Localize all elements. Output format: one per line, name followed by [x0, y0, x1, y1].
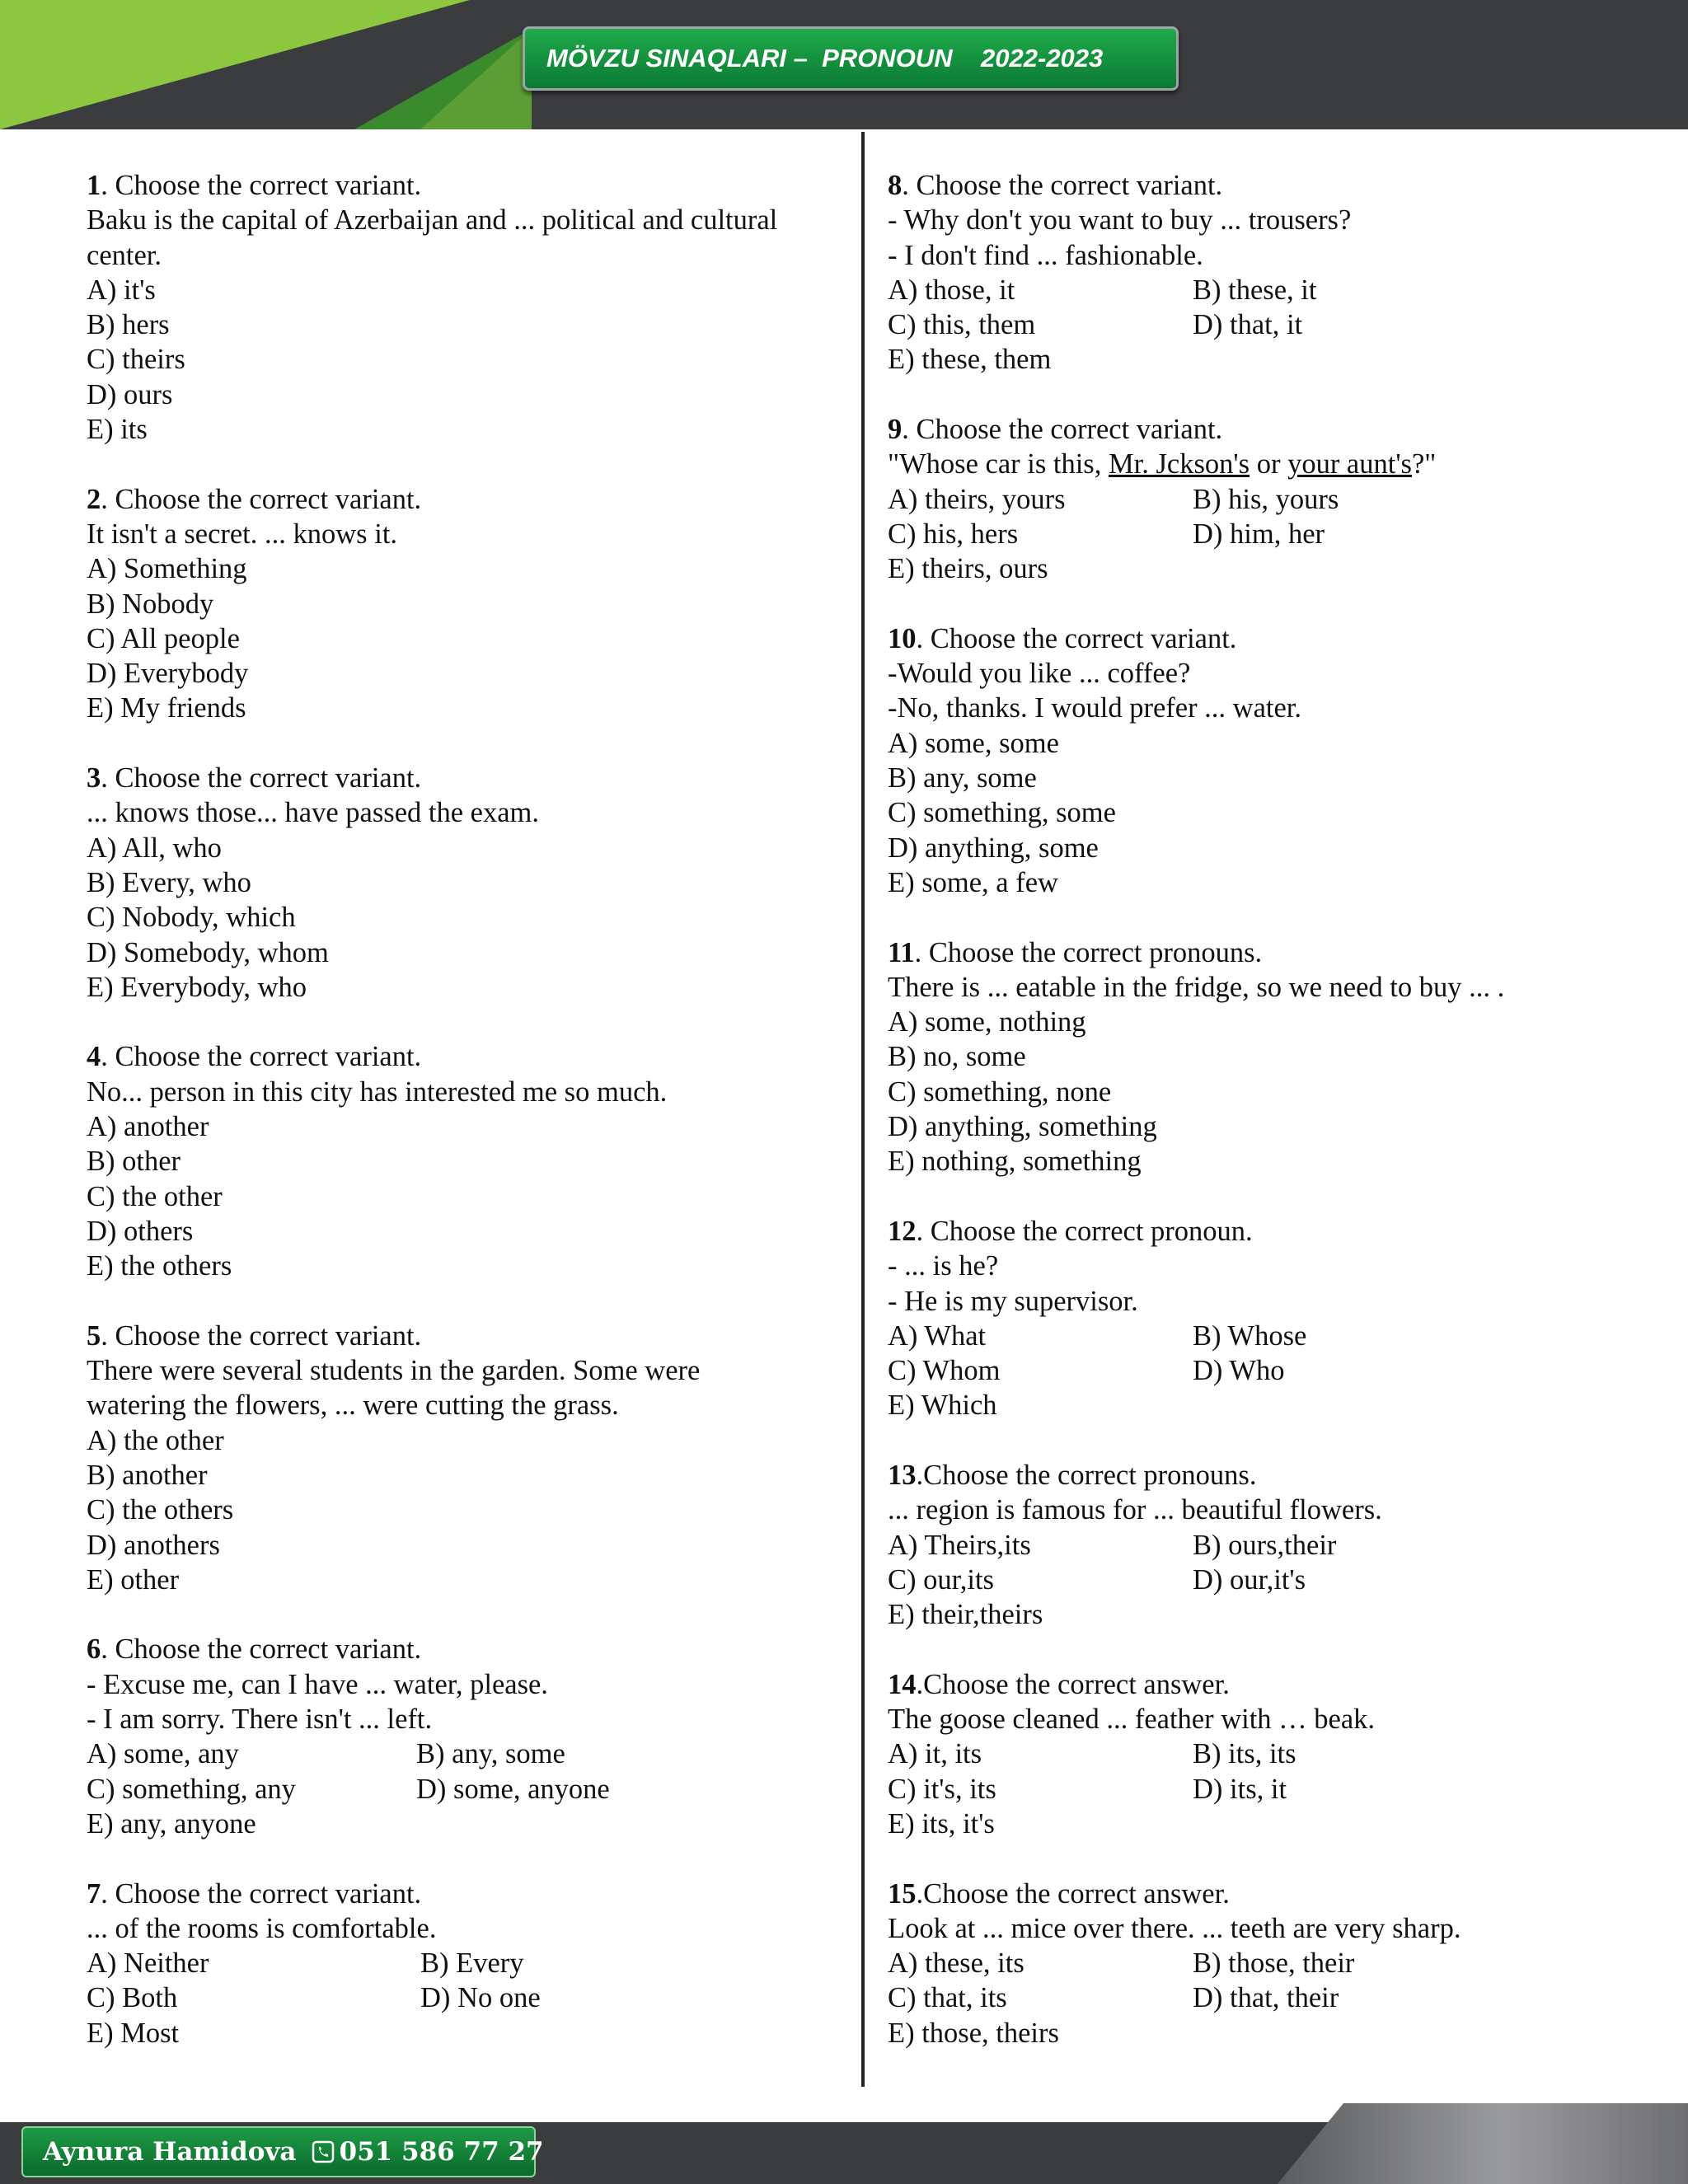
question-text: There were several students in the garden. Some were	[87, 1355, 701, 1387]
answer-option: D) that, it	[1193, 309, 1303, 341]
question-heading	[87, 482, 845, 517]
answer-option: B) its, its	[1193, 1738, 1296, 1770]
question-text: - Excuse me, can I have ... water, please.	[87, 1668, 548, 1700]
question-heading	[888, 621, 1662, 656]
question-number: 7	[87, 1877, 101, 1910]
answer-option: B) ours,their	[1193, 1529, 1337, 1561]
answer-option: C) his, hers	[888, 518, 1019, 550]
question-prompt: . Choose the correct variant.	[101, 1877, 422, 1910]
answer-row	[888, 1980, 1662, 2015]
question-block	[87, 168, 845, 447]
answer-row	[87, 1980, 845, 2015]
question-heading	[888, 1458, 1662, 1493]
question-text: Baku is the capital of Azerbaijan and ... political and cultural	[87, 204, 778, 237]
question-prompt: . Choose the correct pronouns.	[914, 936, 1263, 968]
answer-option: B) hers	[87, 309, 170, 341]
answer-option: E) some, a few	[888, 866, 1058, 898]
question-block	[87, 1632, 845, 1841]
question-heading	[87, 168, 845, 203]
answer-option: B) Nobody	[87, 588, 214, 620]
answer-option: A) those, it	[888, 274, 1015, 306]
question-block	[87, 1877, 845, 2050]
answer-option: C) something, none	[888, 1076, 1112, 1108]
question-prompt: . Choose the correct variant.	[101, 762, 422, 794]
answer-option: E) their,theirs	[888, 1599, 1043, 1631]
answer-option: C) it's, its	[888, 1773, 996, 1805]
answer-option: E) Most	[87, 2017, 180, 2049]
answer-option: A) some, any	[87, 1738, 239, 1770]
question-heading	[87, 1319, 845, 1353]
answer-row	[888, 1528, 1662, 1563]
whatsapp-icon	[312, 2140, 335, 2163]
answer-option: C) something, any	[87, 1773, 296, 1805]
question-prompt: . Choose the correct variant.	[101, 1319, 422, 1352]
answer-option: E) those, theirs	[888, 2017, 1059, 2049]
question-block	[888, 935, 1662, 1179]
question-number: 12	[888, 1215, 917, 1247]
question-number: 4	[87, 1041, 101, 1073]
answer-option: D) that, their	[1193, 1982, 1339, 2014]
answer-row	[888, 1353, 1662, 1388]
question-block	[87, 1319, 845, 1597]
question-block	[888, 1667, 1662, 1841]
answer-option: D) others	[87, 1215, 194, 1247]
question-prompt: .Choose the correct pronouns.	[916, 1459, 1257, 1491]
answer-option: A) some, some	[888, 727, 1059, 759]
question-text: ... region is famous for ... beautiful flowers.	[888, 1494, 1382, 1526]
question-heading	[87, 1039, 845, 1074]
question-heading	[87, 1632, 845, 1666]
answer-option: A) the other	[87, 1424, 224, 1456]
question-prompt: .Choose the correct answer.	[916, 1668, 1230, 1700]
question-text: There is ... eatable in the fridge, so we need to buy ... .	[888, 971, 1505, 1003]
question-text: No... person in this city has interested me so much.	[87, 1076, 668, 1108]
answer-option: B) any, some	[888, 762, 1037, 794]
question-text: -Would you like ... coffee?	[888, 658, 1191, 690]
answer-option: D) anothers	[87, 1529, 220, 1561]
answer-option: C) Nobody, which	[87, 902, 296, 934]
answer-option: D) some, anyone	[416, 1773, 610, 1805]
answer-option: D) ours	[87, 378, 173, 410]
answer-option: A) Something	[87, 553, 247, 585]
answer-option: A) it's	[87, 274, 156, 306]
answer-option: C) that, its	[888, 1982, 1007, 2014]
answer-option: D) Somebody, whom	[87, 936, 329, 968]
footer-grey-accent	[1278, 2103, 1688, 2184]
question-block	[888, 1458, 1662, 1632]
question-text: It isn't a secret. ... knows it.	[87, 518, 398, 550]
question-prompt: . Choose the correct variant.	[902, 170, 1223, 201]
question-number: 13	[888, 1459, 917, 1491]
question-block	[888, 168, 1662, 377]
question-text: - He is my supervisor.	[888, 1285, 1138, 1317]
answer-option: E) the others	[87, 1250, 232, 1282]
answer-row	[888, 482, 1662, 517]
answer-row	[888, 517, 1662, 551]
answer-option: A) Neither	[87, 1947, 209, 1980]
question-number: 11	[888, 936, 915, 968]
answer-option: D) Who	[1193, 1355, 1285, 1387]
answer-option: D) anything, some	[888, 832, 1099, 864]
question-prompt: . Choose the correct variant.	[916, 622, 1237, 654]
phone-number: 051 586 77 27	[339, 2137, 544, 2167]
text-segment: or	[1250, 448, 1288, 480]
answer-option: D) Everybody	[87, 658, 249, 690]
question-heading	[888, 412, 1662, 447]
question-text: watering the flowers, ... were cutting the grass.	[87, 1390, 619, 1422]
question-block	[87, 482, 845, 726]
answer-option: A) another	[87, 1111, 209, 1143]
question-heading	[87, 1877, 845, 1911]
answer-option: D) anything, something	[888, 1111, 1157, 1143]
answer-option: E) theirs, ours	[888, 553, 1048, 585]
answer-option: A) theirs, yours	[888, 483, 1066, 515]
question-block	[888, 1877, 1662, 2050]
author-name: Aynura Hamidova	[43, 2137, 297, 2167]
answer-option: E) any, anyone	[87, 1807, 256, 1840]
column-divider	[861, 132, 865, 2087]
answer-option: A) Theirs,its	[888, 1529, 1031, 1561]
answer-row	[888, 1563, 1662, 1597]
question-prompt: . Choose the correct pronoun.	[916, 1215, 1253, 1247]
question-number: 6	[87, 1633, 101, 1666]
question-prompt: . Choose the correct variant.	[101, 1633, 422, 1666]
answer-option: B) those, their	[1193, 1947, 1355, 1980]
question-text: ... of the rooms is comfortable.	[87, 1912, 437, 1944]
answer-option: E) My friends	[87, 692, 246, 724]
question-heading	[888, 168, 1662, 203]
question-number: 1	[87, 170, 101, 201]
answer-option: A) it, its	[888, 1738, 982, 1770]
question-block	[888, 1214, 1662, 1423]
answer-option: B) no, some	[888, 1041, 1026, 1073]
underlined-text: Mr. Jckson's	[1108, 448, 1250, 480]
footer-contact-badge	[21, 2126, 544, 2177]
answer-option: B) Whose	[1193, 1319, 1307, 1352]
answer-option: B) another	[87, 1459, 208, 1491]
answer-row	[888, 1772, 1662, 1807]
question-heading	[87, 761, 845, 795]
question-prompt: . Choose the correct variant.	[902, 414, 1223, 446]
answer-option: C) our,its	[888, 1563, 994, 1596]
answer-option: B) these, it	[1193, 274, 1317, 306]
answer-option: E) Which	[888, 1390, 997, 1422]
answer-option: C) the others	[87, 1494, 234, 1526]
question-text: center.	[87, 239, 162, 271]
answer-option: B) Every	[420, 1947, 524, 1980]
question-block	[87, 761, 845, 1005]
question-text: The goose cleaned ... feather with … beak.	[888, 1704, 1376, 1736]
answer-row	[888, 1946, 1662, 1980]
question-block	[888, 412, 1662, 586]
question-text: - Why don't you want to buy ... trousers?	[888, 204, 1352, 237]
left-column	[87, 168, 845, 2085]
question-block	[888, 621, 1662, 900]
right-column	[888, 168, 1662, 2085]
header-title: MÖVZU SINAQLARI – PRONOUN 2022-2023	[523, 26, 1179, 91]
answer-option: C) All people	[87, 622, 240, 654]
answer-option: E) nothing, something	[888, 1146, 1142, 1178]
answer-option: C) this, them	[888, 309, 1036, 341]
question-text: Look at ... mice over there. ... teeth are very sharp.	[888, 1912, 1461, 1944]
text-segment: ?"	[1411, 448, 1437, 480]
answer-option: D) its, it	[1193, 1773, 1287, 1805]
answer-option: C) something, some	[888, 797, 1116, 829]
question-heading	[888, 935, 1662, 970]
answer-option: E) its	[87, 414, 148, 446]
answer-option: D) No one	[420, 1982, 541, 2014]
question-heading	[888, 1667, 1662, 1702]
question-heading	[888, 1877, 1662, 1911]
question-text: -No, thanks. I would prefer ... water.	[888, 692, 1302, 724]
underlined-text: your aunt's	[1287, 448, 1412, 480]
answer-option: B) any, some	[416, 1738, 565, 1770]
answer-option: D) our,it's	[1193, 1563, 1306, 1596]
answer-row	[888, 307, 1662, 342]
question-text: - I don't find ... fashionable.	[888, 239, 1203, 271]
answer-option: E) other	[87, 1563, 180, 1596]
question-number: 3	[87, 762, 101, 794]
header-green-accent-mid	[420, 29, 532, 129]
text-segment: "Whose car is this,	[888, 448, 1109, 480]
answer-option: E) Everybody, who	[87, 971, 307, 1003]
question-prompt: .Choose the correct answer.	[916, 1877, 1230, 1910]
answer-option: A) these, its	[888, 1947, 1025, 1980]
question-prompt: . Choose the correct variant.	[101, 170, 422, 201]
question-text: - ... is he?	[888, 1250, 999, 1282]
answer-row	[87, 1772, 845, 1807]
question-heading	[888, 1214, 1662, 1249]
answer-option: E) these, them	[888, 344, 1052, 376]
answer-option: A) What	[888, 1319, 987, 1352]
answer-option: D) him, her	[1193, 518, 1325, 550]
answer-option: C) the other	[87, 1180, 223, 1212]
question-number: 5	[87, 1319, 101, 1352]
answer-option: A) some, nothing	[888, 1006, 1086, 1038]
answer-row	[888, 1736, 1662, 1771]
question-number: 10	[888, 622, 917, 654]
answer-row	[87, 1736, 845, 1771]
answer-option: C) Whom	[888, 1355, 1001, 1387]
answer-option: B) his, yours	[1193, 483, 1339, 515]
answer-row	[888, 1319, 1662, 1353]
question-text	[888, 447, 1662, 481]
answer-row	[87, 1946, 845, 1980]
question-block	[87, 1039, 845, 1283]
question-number: 9	[888, 414, 903, 446]
answer-option: E) its, it's	[888, 1807, 995, 1840]
answer-option: B) Every, who	[87, 866, 251, 898]
question-text: ... knows those... have passed the exam.	[87, 797, 540, 829]
answer-option: A) All, who	[87, 832, 222, 864]
question-text: - I am sorry. There isn't ... left.	[87, 1704, 433, 1736]
answer-option: B) other	[87, 1146, 181, 1178]
answer-option: C) Both	[87, 1982, 178, 2014]
question-prompt: . Choose the correct variant.	[101, 483, 422, 515]
question-number: 14	[888, 1668, 917, 1700]
question-prompt: . Choose the correct variant.	[101, 1041, 422, 1073]
question-number: 2	[87, 483, 101, 515]
question-number: 8	[888, 170, 903, 201]
answer-option: C) theirs	[87, 344, 185, 376]
question-number: 15	[888, 1877, 917, 1910]
answer-row	[888, 273, 1662, 307]
